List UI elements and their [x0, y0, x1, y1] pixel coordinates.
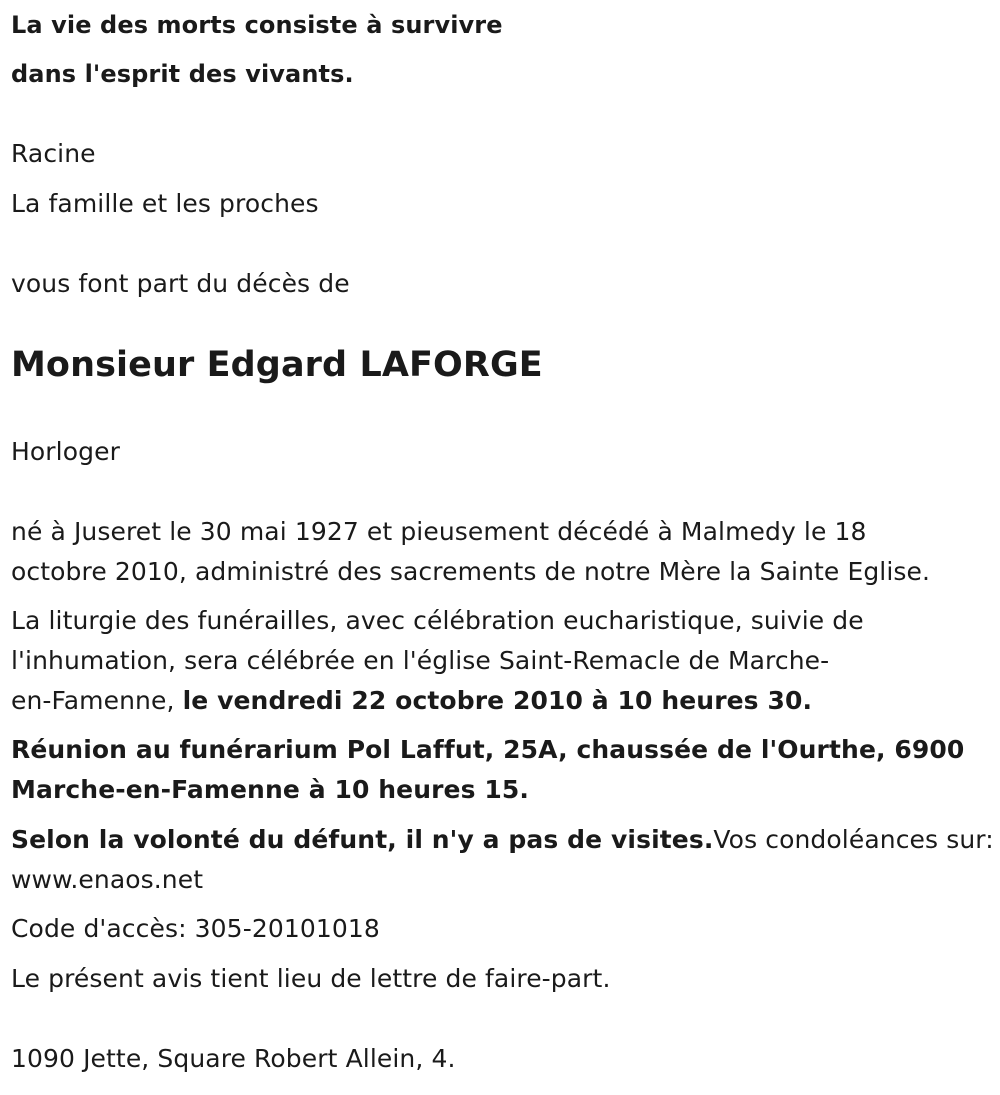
- no-visits-text: Selon la volonté du défunt, il n'y a pas de visites.: [11, 825, 714, 854]
- access-code: Code d'accès: 305-20101018: [11, 914, 380, 943]
- funeral-line-2: l'inhumation, sera célébrée en l'église Saint-Remacle de Marche-: [11, 646, 830, 675]
- faire-part-notice: Le présent avis tient lieu de lettre de faire-part.: [11, 964, 611, 993]
- quote-author: Racine: [11, 139, 96, 168]
- deceased-occupation: Horloger: [11, 437, 120, 466]
- meeting-line-2: Marche-en-Famenne à 10 heures 15.: [11, 775, 529, 804]
- quote-line-1: La vie des morts consiste à survivre: [11, 11, 503, 39]
- funeral-line-3: [11, 686, 812, 716]
- birth-death-line-2: octobre 2010, administré des sacrements de notre Mère la Sainte Eglise.: [11, 557, 931, 586]
- announcement: vous font part du décès de: [11, 269, 350, 298]
- visits-line: [11, 825, 994, 855]
- funeral-line-1: La liturgie des funérailles, avec célébration eucharistique, suivie de: [11, 606, 864, 635]
- funeral-place: en-Famenne,: [11, 686, 183, 715]
- condolences-website: www.enaos.net: [11, 865, 204, 894]
- birth-death-line-1: né à Juseret le 30 mai 1927 et pieusement décédé à Malmedy le 18: [11, 517, 867, 546]
- meeting-line-1: Réunion au funérarium Pol Laffut, 25A, chaussée de l'Ourthe, 6900: [11, 735, 965, 764]
- family-address: 1090 Jette, Square Robert Allein, 4.: [11, 1044, 456, 1073]
- funeral-date-time: le vendredi 22 octobre 2010 à 10 heures 30.: [182, 686, 813, 715]
- condolences-text: Vos condoléances sur:: [713, 825, 994, 854]
- quote-line-2: dans l'esprit des vivants.: [11, 60, 354, 88]
- deceased-name: Monsieur Edgard LAFORGE: [11, 345, 543, 385]
- announcers: La famille et les proches: [11, 189, 319, 218]
